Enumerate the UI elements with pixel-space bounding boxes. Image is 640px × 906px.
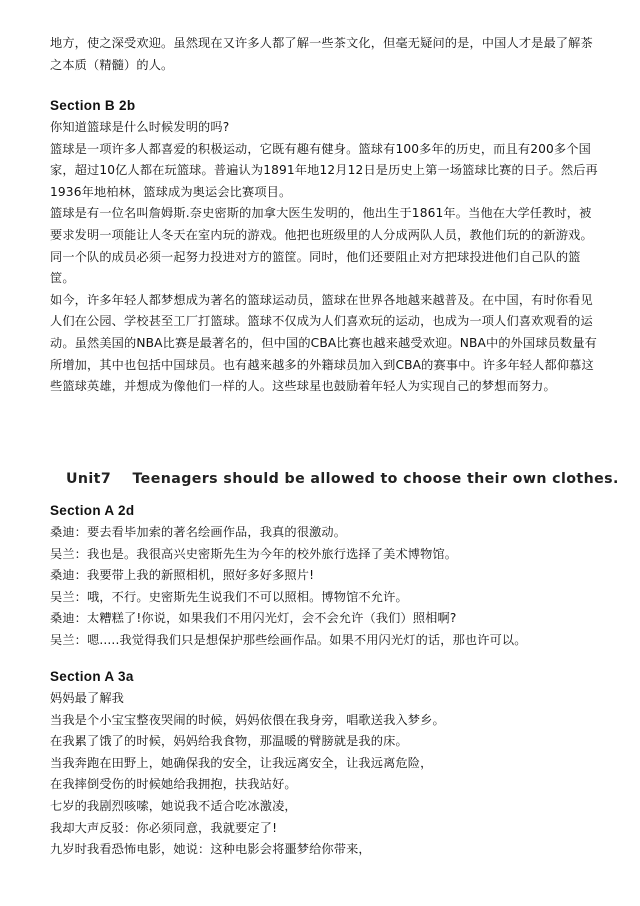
text-line: 人们在公园、学校甚至工厂打篮球。篮球不仅成为人们喜欢玩的运动，也成为一项人们喜欢观看的运 — [50, 314, 593, 329]
unit-title: Unit7 Teenagers should be allowed to choose their own clothes. — [66, 471, 619, 487]
section-b2b — [50, 96, 596, 116]
dialogue-line: 吴兰：哦，不行。史密斯先生说我们不可以照相。博物馆不允许。 — [50, 589, 408, 604]
section-heading: Section B 2b — [50, 98, 136, 113]
intro-paragraph — [50, 33, 596, 76]
text-line: 些篮球英雄，并想成为像他们一样的人。这些球星也鼓励着年轻人为实现自己的梦想而努力。 — [50, 379, 556, 394]
text-line: 同一个队的成员必须一起努力投进对方的篮筐。同时，他们还要阻止对方把球投进他们自己队的篮 — [50, 249, 581, 264]
section-a2d — [50, 501, 596, 521]
poem-line: 在我累了饿了的时候，妈妈给我食物，那温暖的臂膀就是我的床。 — [50, 734, 408, 749]
dialogue-line: 桑迪：太糟糕了!你说，如果我们不用闪光灯，会不会允许（我们）照相啊? — [50, 611, 457, 626]
text-line: 之本质（精髓）的人。 — [50, 57, 174, 72]
poem-line: 我却大声反驳：你必须同意，我就要定了! — [50, 820, 278, 835]
poem-line: 在我摔倒受伤的时候她给我拥抱，扶我站好。 — [50, 777, 297, 792]
text-line: 所增加，其中也包括中国球员。也有越来越多的外籍球员加入到CBA的赛事中。许多年轻人都仰慕这 — [50, 357, 594, 372]
dialogue-line: 桑迪：要去看毕加索的著名绘画作品，我真的很激动。 — [50, 525, 347, 539]
section-heading: Section A 3a — [50, 669, 134, 684]
text-line: 地方，使之深受欢迎。虽然现在又许多人都了解一些茶文化，但毫无疑问的是，中国人才是最了解茶 — [50, 36, 593, 50]
poem-title: 妈妈最了解我 — [50, 691, 125, 705]
text-line: 篮球是有一位名叫詹姆斯.奈史密斯的加拿大医生发明的，他出生于1861年。当他在大学任教时，被 — [50, 206, 592, 221]
text-line: 要求发明一项能让人冬天在室内玩的游戏。他把也班级里的人分成两队人员，教他们玩的的新游戏。 — [50, 227, 593, 242]
text-line: 篮球是一项许多人都喜爱的积极运动，它既有趣有健身。篮球有100多年的历史，而且有200多个国 — [50, 141, 591, 156]
section-a3a-body — [50, 688, 596, 861]
section-a2d-body — [50, 522, 596, 652]
text-line: 1936年地柏林，篮球成为奥运会比赛项目。 — [50, 184, 292, 199]
dialogue-line: 吴兰：嗯.....我觉得我们只是想保护那些绘画作品。如果不用闪光灯的话，那也许可以。 — [50, 632, 527, 647]
text-line: 家，超过10亿人都在玩篮球。普遍认为1891年地12月12日是历史上第一场篮球比赛的日子。然后再 — [50, 163, 598, 178]
poem-line: 当我是个小宝宝整夜哭闹的时候，妈妈依偎在我身旁，唱歌送我入梦乡。 — [50, 712, 445, 727]
unit-title-block — [66, 469, 619, 489]
poem-line: 当我奔跑在田野上，她确保我的安全，让我远离安全，让我远离危险， — [50, 755, 433, 770]
text-line: 动。虽然美国的NBA比赛是最著名的，但中国的CBA比赛也越来越受欢迎。NBA中的外国球员数量有 — [50, 335, 598, 350]
text-line: 如今，许多年轻人都梦想成为著名的篮球运动员，篮球在世界各地越来越普及。在中国，有时你看见 — [50, 292, 593, 307]
text-line: 你知道篮球是什么时候发明的吗? — [50, 120, 230, 134]
section-heading: Section A 2d — [50, 503, 135, 518]
poem-line: 九岁时我看恐怖电影，她说：这种电影会将噩梦给你带来， — [50, 842, 371, 857]
poem-line: 七岁的我剧烈咳嗦，她说我不适合吃冰激凌， — [50, 798, 297, 813]
dialogue-line: 桑迪：我要带上我的新照相机，照好多好多照片! — [50, 568, 315, 583]
text-line: 筐。 — [50, 271, 75, 286]
dialogue-line: 吴兰：我也是。我很高兴史密斯先生为今年的校外旅行选择了美术博物馆。 — [50, 546, 458, 561]
section-b2b-body — [50, 117, 596, 398]
section-a3a — [50, 667, 596, 687]
